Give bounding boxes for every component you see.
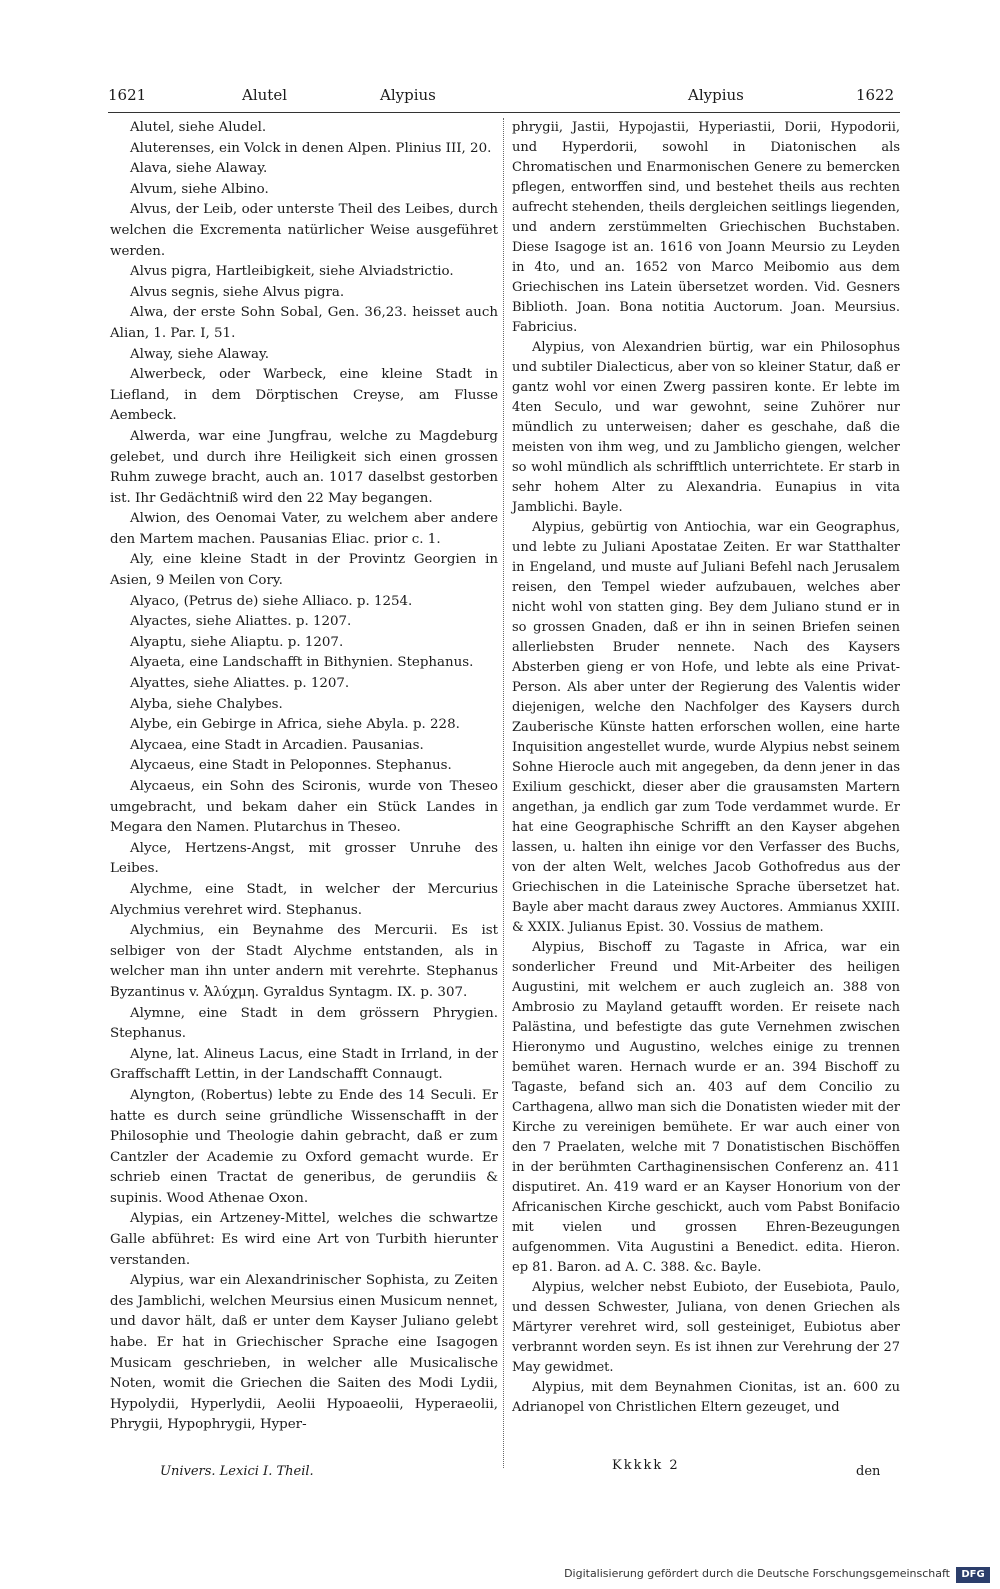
dictionary-entry: Alycaeus, ein Sohn des Scironis, wurde von Theseo umgebracht, und bekam daher ein Stück Landes in Megara den Namen. Plutarchus in Theseo.: [110, 779, 498, 836]
dictionary-entry: Alava, siehe Alaway.: [130, 161, 268, 177]
dictionary-entry: Alvus, der Leib, oder unterste Theil des Leibes, durch welchen die Excrementa natürlicher Weise ausgeführet werden.: [110, 202, 498, 259]
dictionary-entry: Alycaeus, eine Stadt in Peloponnes. Stephanus.: [130, 758, 452, 774]
dictionary-entry: Alwion, des Oenomai Vater, zu welchem aber andere den Martem machen. Pausanias Eliac. prior c. 1.: [110, 511, 498, 547]
dictionary-entry: Alypius, welcher nebst Eubioto, der Eusebiota, Paulo, und dessen Schwester, Juliana, von denen Griechen als Märtyrer verehret wird, soll gesteiniget, Eubiotus aber verbrannt worden seyn. Es ist ihnen zur Verehrung der 27 May gewidmet.: [512, 1280, 900, 1375]
dictionary-entry: Alyne, lat. Alineus Lacus, eine Stadt in Irrland, in der Graffschafft Lettin, in der Landschafft Connaugt.: [110, 1046, 498, 1083]
dictionary-entry: Alypius, war ein Alexandrinischer Sophista, zu Zeiten des Jamblichi, welchen Meursius einen Musicum nennet, und davor hält, daß er unter dem Kayser Juliano gelebt habe. Er hat in Griechischer Sprache eine Isagogen Musicam geschrieben, in welcher alle Musicalische Noten, womit die Griechen die Saiten des Modi Lydii, Hypolydii, Hyperlydii, Aeolii Hypoaeolii, Hyperaeolii, Phrygii, Hypophrygii, Hyper-: [110, 1273, 498, 1433]
footer-volume-title: Univers. Lexici I. Theil.: [160, 1464, 314, 1479]
dictionary-entry: Alway, siehe Alaway.: [130, 346, 270, 362]
dictionary-entry: Alutel, siehe Aludel.: [130, 120, 267, 135]
dictionary-entry: Alypius, Bischoff zu Tagaste in Africa, war ein sonderlicher Freund und Mit-Arbeiter des heiligen Augustini, mit welchem er auch zugleich an. 388 von Ambrosio zu Mayland getaufft worden. Er reisete nach Palästina, und befestigte das gute Vernehmen zwischen Hieronymo und Augustino, welches einige zu trennen bemühet waren. Hernach wurde er an. 394 Bischoff zu Tagaste, befand sich an. 403 auf dem Concilio zu Carthagena, allwo man sich die Donatisten wieder mit der Kirche zu vereinigen bemühete. Er war auch einer von den 7 Praelaten, welche mit 7 Donatistischen Bischöffen in der berühmten Carthaginensischen Conferenz an. 411 disputiret. An. 419 ward er an Kayser Honorium von der Africanischen Kirche geschickt, auch vom Pabst Bonifacio mit vielen und grossen Ehren-Bezeugungen aufgenommen. Vita Augustini a Benedict. edita. Hieron. ep 81. Baron. ad A. C. 388. &c. Bayle.: [512, 940, 900, 1275]
header-rule: [108, 112, 900, 113]
dictionary-entry: Alyaeta, eine Landschafft in Bithynien. Stephanus.: [130, 655, 474, 671]
dictionary-entry: Alypias, ein Artzeney-Mittel, welches die schwartze Galle abführet: Es wird eine Art von Turbith hierunter verstanden.: [110, 1211, 498, 1268]
dictionary-entry: Alwerda, war eine Jungfrau, welche zu Magdeburg gelebet, und durch ihre Heiligkeit sich einen grossen Ruhm zuwege bracht, auch an. 1017 daselbst gestorben ist. Ihr Gedächtniß wird den 22 May begangen.: [110, 428, 498, 506]
running-head-right: Alypius: [688, 86, 744, 104]
left-column: [110, 118, 498, 1436]
page-number-left: 1621: [108, 86, 147, 104]
dictionary-entry: Alybe, ein Gebirge in Africa, siehe Abyla. p. 228.: [130, 717, 460, 733]
dictionary-entry: Alyaco, (Petrus de) siehe Alliaco. p. 1254.: [130, 593, 413, 609]
dictionary-entry: Alwa, der erste Sohn Sobal, Gen. 36,23. heisset auch Alian, 1. Par. I, 51.: [110, 305, 498, 341]
dictionary-entry: Alymne, eine Stadt in dem grössern Phrygien. Stephanus.: [110, 1005, 498, 1042]
running-head-left-a: Alutel: [242, 86, 287, 104]
dictionary-entry: Alyaptu, siehe Aliaptu. p. 1207.: [130, 634, 344, 650]
dictionary-entry: Alwerbeck, oder Warbeck, eine kleine Stadt in Liefland, in dem Dörptischen Creyse, am Flusse Aembeck.: [110, 367, 498, 424]
dictionary-entry: Alycaea, eine Stadt in Arcadien. Pausanias.: [130, 737, 424, 753]
dictionary-entry: Alypius, gebürtig von Antiochia, war ein Geographus, und lebte zu Juliani Apostatae Zeiten. Er war Statthalter in Engeland, und muste auf Juliani Befehl nach Jerusalem reisen, den Tempel wieder aufzubauen, welches aber nicht wohl von statten ging. Bey dem Juliano stund er in so grossen Gnaden, daß er ihn in seinen Briefen seinen allerliebsten Bruder nennete. Nach des Kaysers Absterben gieng er von Hofe, und lebte als eine Privat-Person. Als aber unter der Regierung des Valentis wider diejenigen, welche den Nachfolger des Kaysers durch Zauberische Künste hatten erforschen wollen, eine harte Inquisition angestellet wurde, wurde Alypius nebst seinem Sohne Hierocle auch mit angegeben, da denn jener in das Exilium geschickt, dieser aber die grausamsten Martern angethan, ja endlich gar zum Tode verdammet wurde. Er hat eine Geographische Schrifft an den Kayser abgehen lassen, u. halten ihn einige vor den Verfasser des Buchs, von der alten Welt, welches Jacob Gothofredus aus der Griechischen in die Lateinische Sprache übersetzet hat. Bayle aber macht daraus zwey Auctores. Ammianus XXIII. & XXIX. Julianus Epist. 30. Vossius de mathem.: [512, 520, 900, 935]
dictionary-entry: Alyba, siehe Chalybes.: [130, 696, 283, 712]
dictionary-entry: Alychmius, ein Beynahme des Mercurii. Es ist selbiger von der Stadt Alychme entstanden, als in welcher man ihn unter andern mit verehrte. Stephanus Byzantinus v. Ἀλύχμη. Gyraldus Syntagm. IX. p. 307.: [110, 923, 498, 1000]
page-header: [108, 86, 900, 112]
dictionary-entry: Alvus segnis, siehe Alvus pigra.: [130, 284, 345, 300]
page-number-right: 1622: [856, 86, 895, 104]
dictionary-entry: Alychme, eine Stadt, in welcher der Mercurius Alychmius verehret wird. Stephanus.: [110, 881, 498, 918]
dictionary-entry: Alyattes, siehe Aliattes. p. 1207.: [130, 676, 350, 692]
credit-text: Digitalisierung gefördert durch die Deutsche Forschungsgemeinschaft: [564, 1567, 950, 1580]
dictionary-entry: Alyngton, (Robertus) lebte zu Ende des 14 Seculi. Er hatte es durch seine gründliche Wissenschafft in der Philosophie und Theologie dahin gebracht, daß er zum Cantzler der Academie zu Oxford gemacht wurde. Er schrieb einen Tractat de generibus, de gerundiis & supinis. Wood Athenae Oxon.: [110, 1087, 498, 1206]
digitization-credit: [0, 1563, 1000, 1589]
dictionary-entry: Aluterenses, ein Volck in denen Alpen. Plinius III, 20.: [130, 140, 492, 156]
dictionary-entry: Aly, eine kleine Stadt in der Provintz Georgien in Asien, 9 Meilen von Cory.: [110, 552, 498, 589]
footer-signature: Kkkkk 2: [612, 1458, 680, 1473]
dictionary-entry: Alypius, mit dem Beynahmen Cionitas, ist an. 600 zu Adrianopel von Christlichen Eltern gezeuget, und: [512, 1380, 900, 1415]
dictionary-entry: Alyce, Hertzens-Angst, mit grosser Unruhe des Leibes.: [110, 840, 498, 877]
footer-catchword: den: [856, 1464, 881, 1479]
column-divider: [503, 118, 505, 1468]
dfg-logo-icon: DFG: [956, 1567, 990, 1583]
dictionary-entry: Alypius, von Alexandrien bürtig, war ein Philosophus und subtiler Dialecticus, aber von so kleiner Statur, daß er gantz wohl vor einen Zwerg passiren konte. Er lebte im 4ten Seculo, und war gewohnt, seine Zuhörer nur mündlich zu unterweisen; daher es geschahe, daß die meisten von ihm weg, und zu Jamblicho giengen, welcher so wohl mündlich als schrifftlich unterrichtete. Er starb in sehr hohem Alter zu Alexandria. Eunapius in vita Jamblichi. Bayle.: [512, 340, 900, 515]
right-column: [512, 118, 900, 1418]
dictionary-entry: Alvus pigra, Hartleibigkeit, siehe Alviadstrictio.: [130, 264, 454, 280]
running-head-left-b: Alypius: [380, 86, 436, 104]
dictionary-entry: phrygii, Jastii, Hypojastii, Hyperiastii, Dorii, Hypodorii, und Hyperdorii, sowohl in Diatonischen als Chromatischen und Enarmonischen Genere zu bemercken pflegen, entworffen sind, und bestehet theils aus rechten aufrecht stehenden, theils dergleichen seitlings liegenden, und andern zerstümmelten Griechischen Buchstaben. Diese Isagoge ist an. 1616 von Joann Meursio zu Leyden in 4to, und an. 1652 von Marco Meibomio aus dem Griechischen ins Latein übersetzet worden. Vid. Gesners Biblioth. Joan. Bona notitia Auctorum. Joan. Meursius. Fabricius.: [512, 120, 900, 335]
dictionary-entry: Alyactes, siehe Aliattes. p. 1207.: [130, 614, 352, 630]
dictionary-entry: Alvum, siehe Albino.: [130, 181, 269, 197]
